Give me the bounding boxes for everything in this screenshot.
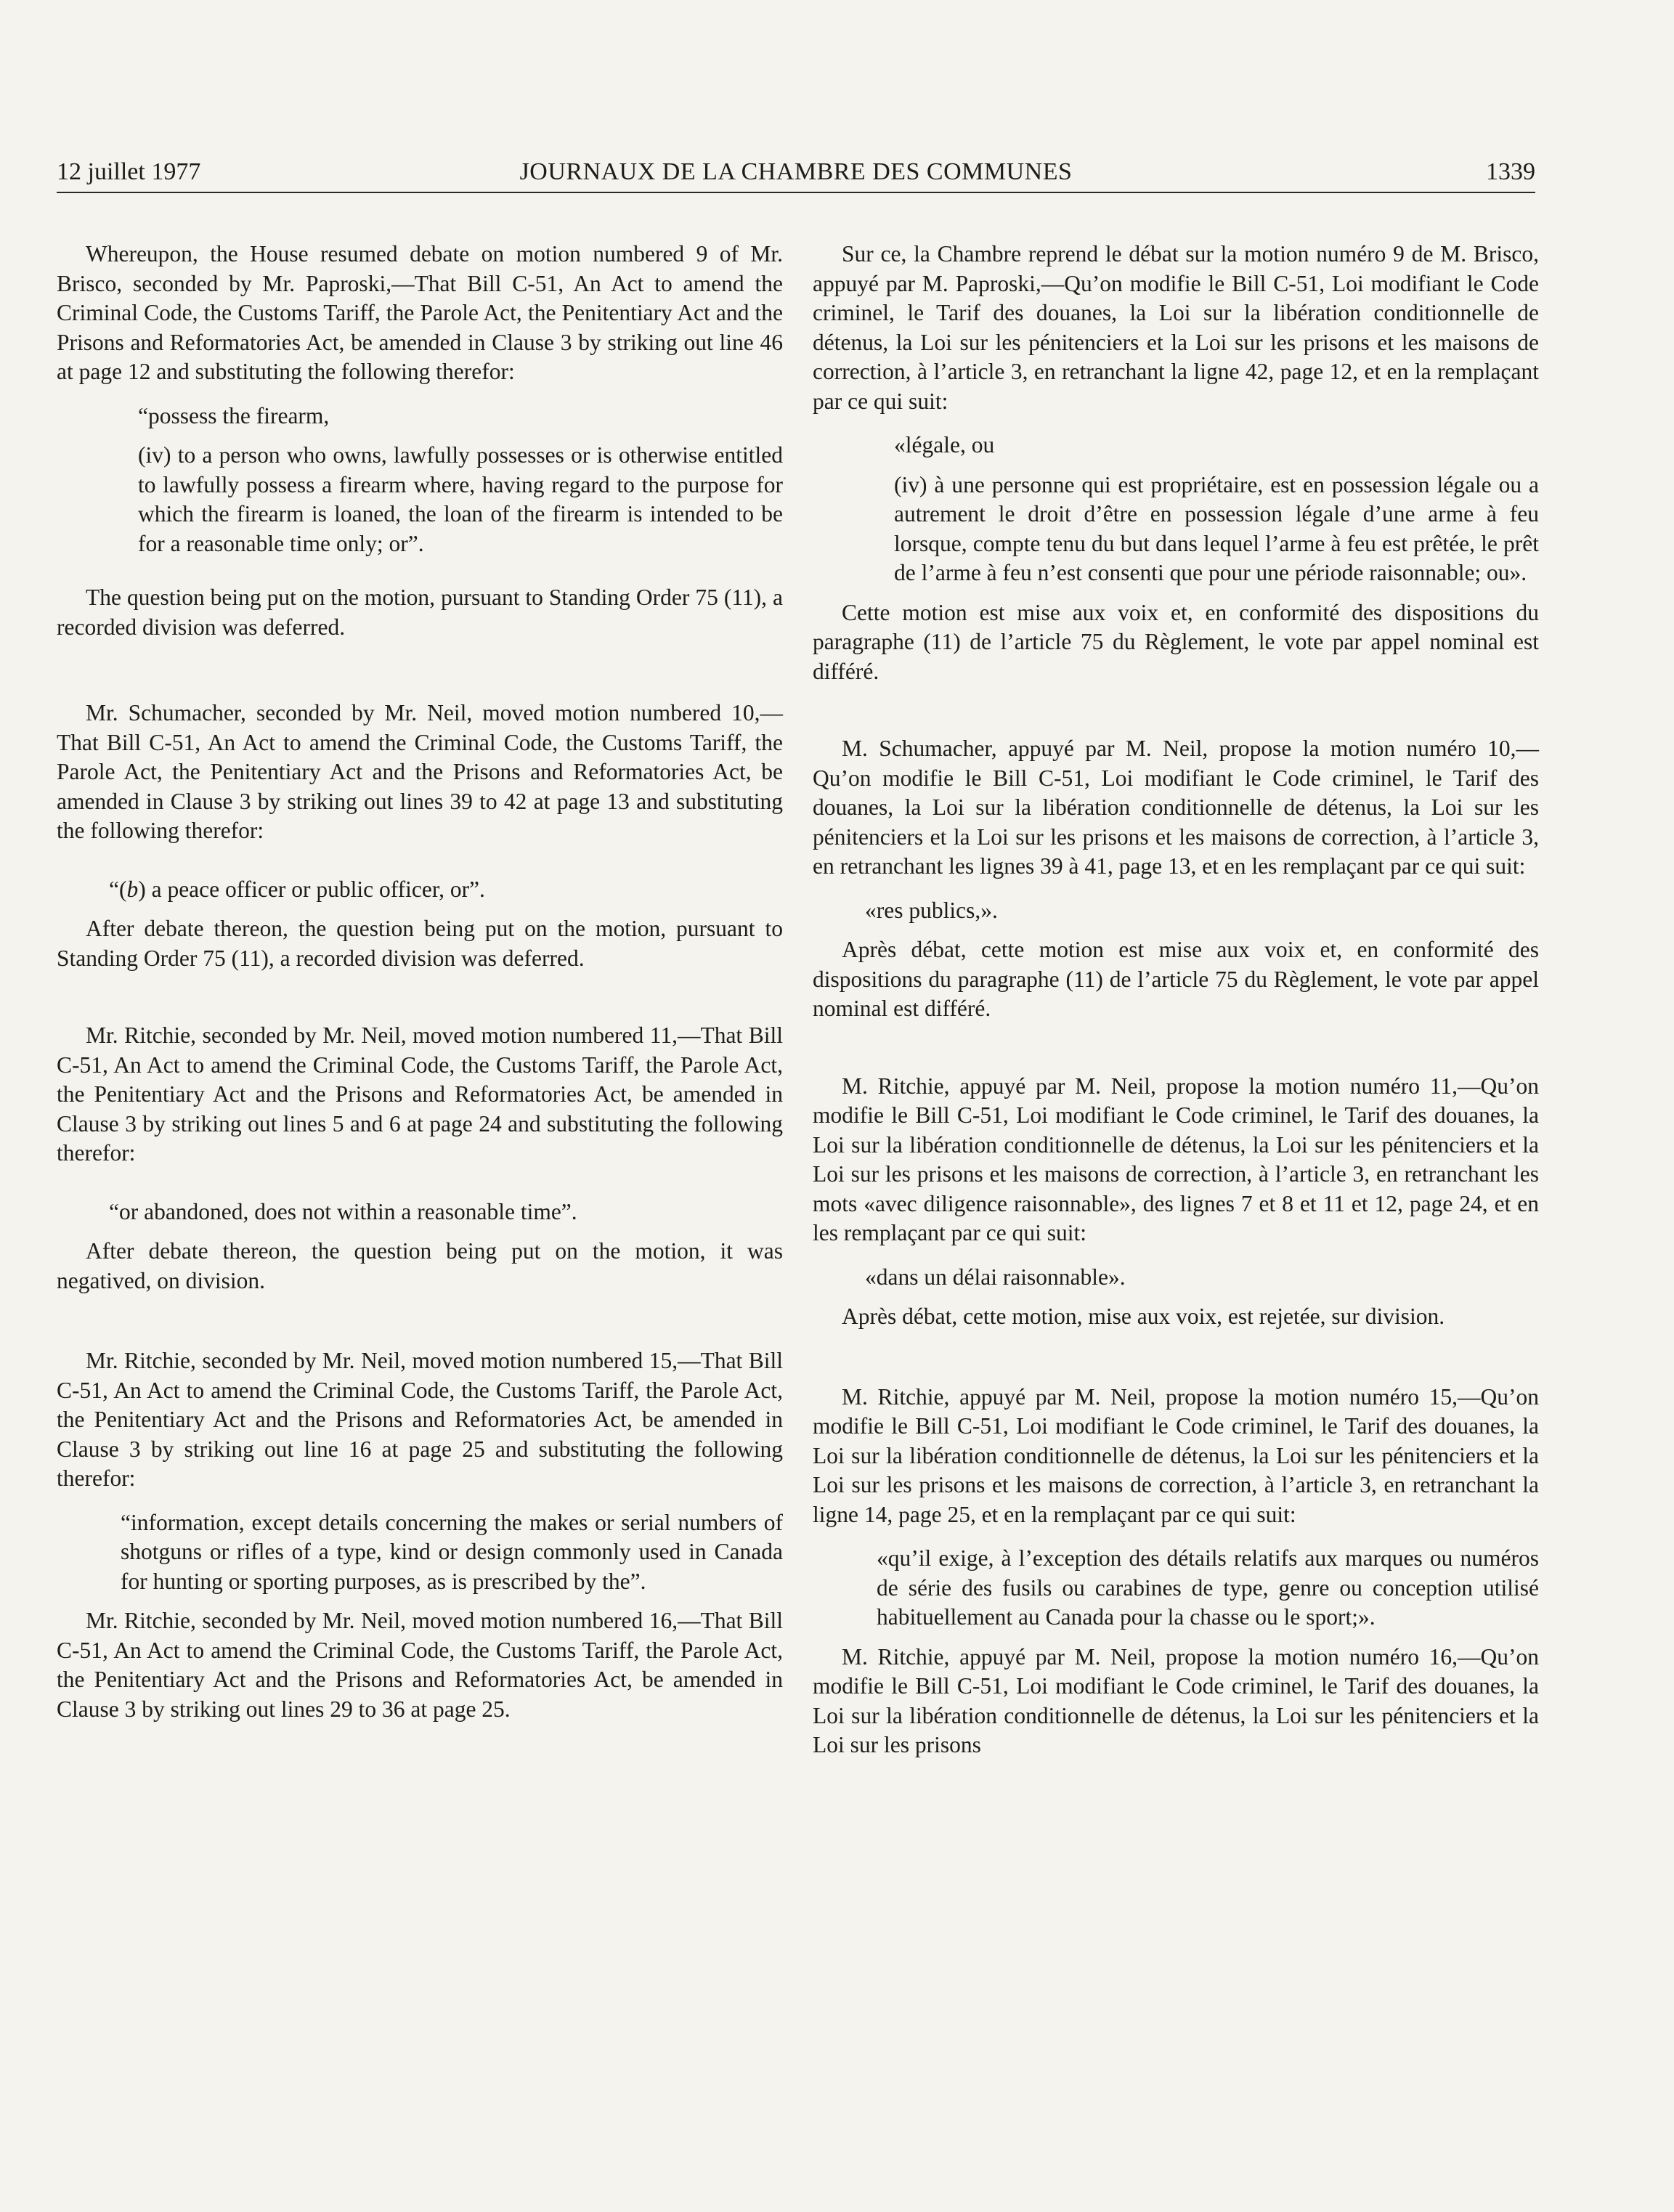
fr-paragraph-rejected-11: Après débat, cette motion, mise aux voix, est rejetée, sur division.	[842, 1304, 1445, 1329]
page-header	[57, 154, 1535, 190]
fr-paragraph-motion-11: M. Ritchie, appuyé par M. Neil, propose la motion numéro 11,—Qu’on modifie le Bill C-51, Loi modifiant le Code criminel, le Tarif des douanes, la Loi sur la libération conditionnelle de détenus, la Loi sur les pénitenciers et la Loi sur les prisons et les maisons de correction, à l’article 3, en retranchant les mots «avec diligence raisonnable», des lignes 7 et 8 et 11 et 12, page 24, et en les remplaçant par ce qui suit:	[813, 1073, 1539, 1245]
fr-paragraph-deferred-9: Cette motion est mise aux voix et, en conformité des dispositions du paragraphe (11) de l’article 75 du Règlement, le vote par appel nominal est différé.	[813, 599, 1539, 684]
fr-quote-exige: «qu’il exige, à l’exception des détails relatifs aux marques ou numéros de série des fusils ou carabines de type, genre ou conception utilisé habituellement au Canada pour la chasse ou le sport;».	[877, 1545, 1539, 1630]
en-paragraph-deferred-9: The question being put on the motion, pursuant to Standing Order 75 (11), a recorded division was deferred.	[57, 585, 783, 640]
english-column	[57, 240, 783, 1739]
fr-paragraph-deferred-10: Après débat, cette motion est mise aux voix et, en conformité des dispositions du paragraphe (11) de l’article 75 du Règlement, le vote par appel nominal est différé.	[813, 937, 1539, 1021]
en-quote-loan: (iv) to a person who owns, lawfully possesses or is otherwise entitled to lawfully possess a firearm where, having regard to the purpose for which the firearm is loaned, the loan of the firearm is intended to be for a reasonable time only; or”.	[138, 442, 783, 556]
en-paragraph-motion-11: Mr. Ritchie, seconded by Mr. Neil, moved motion numbered 11,—That Bill C-51, An Act to amend the Criminal Code, the Customs Tariff, the Parole Act, the Penitentiary Act and the Prisons and Reformatories Act, be amended in Clause 3 by striking out lines 5 and 6 at page 24 and substituting the following therefor:	[57, 1022, 783, 1166]
fr-quote-pret: (iv) à une personne qui est propriétaire, est en possession légale ou a autrement le droit d’être en possession légale d’une arme à feu lorsque, compte tenu du but dans lequel l’arme à feu est prêtée, le prêt de l’arme à feu n’est consenti que pour une période raisonnable; ou».	[894, 471, 1539, 585]
en-paragraph-negatived-11: After debate thereon, the question being put on the motion, it was negatived, on division.	[57, 1238, 783, 1293]
fr-paragraph-motion-9: Sur ce, la Chambre reprend le débat sur la motion numéro 9 de M. Brisco, appuyé par M. Paproski,—Qu’on modifie le Bill C-51, Loi modifiant le Code criminel, le Tarif des douanes, la Loi sur la libération conditionnelle de détenus, la Loi sur les pénitenciers et la Loi sur les prisons et les maisons de correction, à l’article 3, en retranchant la ligne 42, page 12, et en la remplaçant par ce qui suit:	[813, 241, 1539, 414]
en-quote-possess: “possess the firearm,	[138, 402, 330, 428]
en-paragraph-motion-9: Whereupon, the House resumed debate on motion numbered 9 of Mr. Brisco, seconded by Mr. Paproski,—That Bill C-51, An Act to amend the Criminal Code, the Customs Tariff, the Parole Act, the Penitentiary Act and the Prisons and Reformatories Act, be amended in Clause 3 by striking out line 46 at page 12 and substituting the following therefor:	[57, 241, 783, 384]
fr-paragraph-motion-15: M. Ritchie, appuyé par M. Neil, propose la motion numéro 15,—Qu’on modifie le Bill C-51, Loi modifiant le Code criminel, le Tarif des douanes, la Loi sur la libération conditionnelle de détenus, la Loi sur les pénitenciers et la Loi sur les prisons et les maisons de correction, à l’article 3, en retranchant la ligne 14, page 25, et en la remplaçant par ce qui suit:	[813, 1383, 1539, 1527]
header-rule	[57, 192, 1535, 193]
fr-paragraph-motion-16: M. Ritchie, appuyé par M. Neil, propose la motion numéro 16,—Qu’on modifie le Bill C-51, Loi modifiant le Code criminel, le Tarif des douanes, la Loi sur la libération conditionnelle de détenus, la Loi sur les pénitenciers et la Loi sur les prisons	[813, 1643, 1539, 1757]
fr-paragraph-motion-10: M. Schumacher, appuyé par M. Neil, propose la motion numéro 10,—Qu’on modifie le Bill C-51, Loi modifiant le Code criminel, le Tarif des douanes, la Loi sur la libération conditionnelle de détenus, la Loi sur les pénitenciers et la Loi sur les prisons et les maisons de correction, à l’article 3, en retranchant les lignes 39 à 41, page 13, et en les remplaçant par ce qui suit:	[813, 736, 1539, 879]
en-quote-information: “information, except details concerning the makes or serial numbers of shotguns or rifles of a type, kind or design commonly used in Canada for hunting or sporting purposes, as is prescribed by the”.	[121, 1509, 783, 1594]
en-paragraph-motion-15: Mr. Ritchie, seconded by Mr. Neil, moved motion numbered 15,—That Bill C-51, An Act to amend the Criminal Code, the Customs Tariff, the Parole Act, the Penitentiary Act and the Prisons and Reformatories Act, be amended in Clause 3 by striking out line 16 at page 25 and substituting the following therefor:	[57, 1348, 783, 1491]
header-page-number: 1339	[1486, 158, 1535, 185]
en-quote-abandoned: “or abandoned, does not within a reasonable time”.	[109, 1198, 577, 1224]
header-date: 12 juillet 1977	[57, 158, 201, 185]
fr-quote-delai: «dans un délai raisonnable».	[865, 1264, 1126, 1290]
en-paragraph-motion-16: Mr. Ritchie, seconded by Mr. Neil, moved motion numbered 16,—That Bill C-51, An Act to amend the Criminal Code, the Customs Tariff, the Parole Act, the Penitentiary Act and the Prisons and Reformatories Act, be amended in Clause 3 by striking out lines 29 to 36 at page 25.	[57, 1608, 783, 1722]
fr-quote-legale: «légale, ou	[894, 432, 995, 458]
en-quote-item-letter: b	[126, 876, 139, 902]
en-paragraph-deferred-10: After debate thereon, the question being put on the motion, pursuant to Standing Order 75 (11), a recorded division was deferred.	[57, 916, 783, 971]
en-quote-peace-officer	[109, 875, 783, 905]
french-column	[813, 240, 1539, 1775]
fr-quote-res-publics: «res publics,».	[865, 897, 998, 923]
en-quote-rest: ) a peace officer or public officer, or”.	[138, 876, 485, 902]
en-paragraph-motion-10: Mr. Schumacher, seconded by Mr. Neil, moved motion numbered 10,—That Bill C-51, An Act to amend the Criminal Code, the Customs Tariff, the Parole Act, the Penitentiary Act and the Prisons and Reformatories Act, be amended in Clause 3 by striking out lines 39 to 42 at page 13 and substituting the following therefor:	[57, 700, 783, 843]
header-title: JOURNAUX DE LA CHAMBRE DES COMMUNES	[519, 158, 1073, 185]
en-quote-open: “(	[109, 876, 127, 902]
